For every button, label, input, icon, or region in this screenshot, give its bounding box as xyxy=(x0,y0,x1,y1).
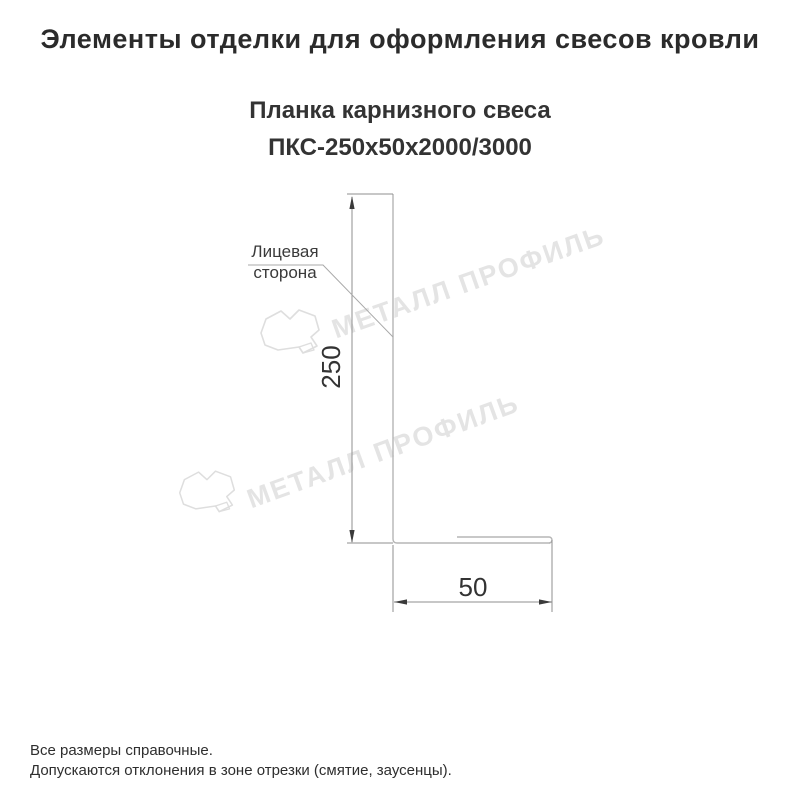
dim-height-label: 250 xyxy=(316,345,346,389)
face-side-label-line2: сторона xyxy=(253,263,317,282)
footnote-line-1: Все размеры справочные. xyxy=(30,742,213,759)
footnotes xyxy=(30,741,452,780)
metall-profil-logo-icon xyxy=(256,303,324,357)
watermark-text-upper: МЕТАЛЛ ПРОФИЛЬ xyxy=(328,220,609,345)
dim-width-label: 50 xyxy=(458,572,488,602)
product-code: ПКС-250х50х2000/3000 xyxy=(268,134,532,161)
face-side-label xyxy=(245,241,325,283)
footnote-line-2: Допускаются отклонения в зоне отрезки (смятие, заусенцы). xyxy=(30,761,452,779)
page-subtitle: Планка карнизного свеса xyxy=(249,97,551,124)
watermark-text-lower: МЕТАЛЛ ПРОФИЛЬ xyxy=(243,387,524,515)
face-side-label-line1: Лицевая xyxy=(251,242,319,261)
page-title: Элементы отделки для оформления свесов кровли xyxy=(40,24,760,54)
metall-profil-logo-icon xyxy=(175,462,239,518)
